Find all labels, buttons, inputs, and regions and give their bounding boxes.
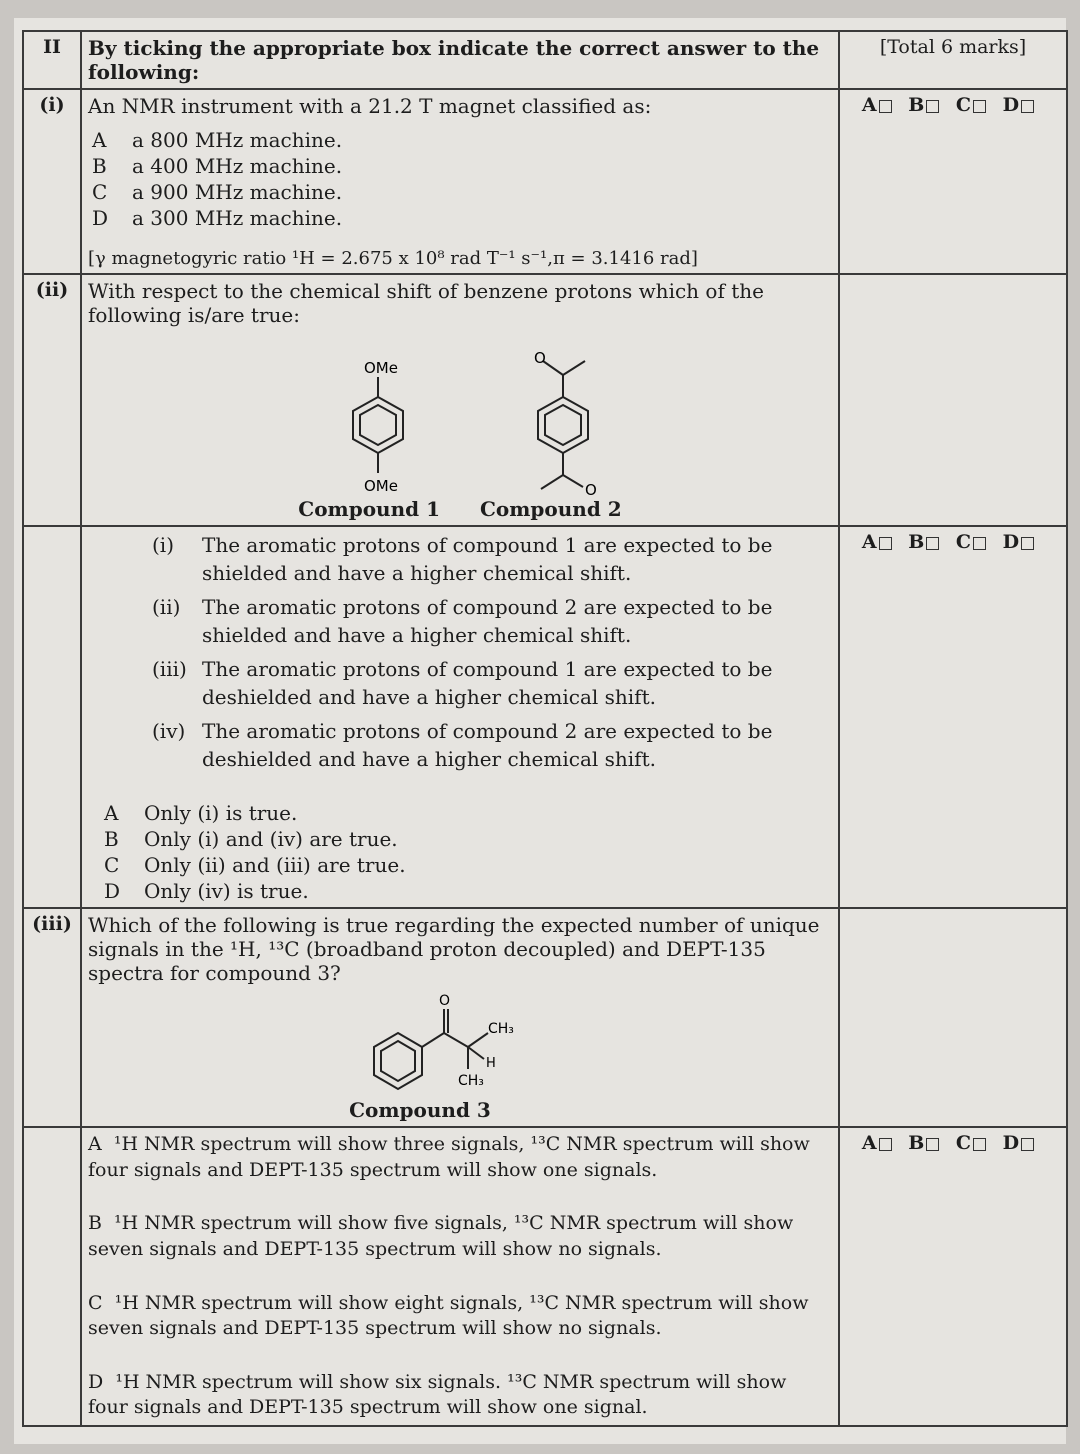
q3-header xyxy=(81,908,839,1127)
q3-answer-boxes xyxy=(839,1127,1067,1426)
q1-box-b-label: B xyxy=(908,94,925,116)
q2-checkbox-b[interactable] xyxy=(926,537,939,550)
section-instruction: By ticking the appropriate box indicate the correct answer to the following: xyxy=(81,31,839,89)
q2-opt-b-text: Only (i) and (iv) are true. xyxy=(144,827,398,851)
exam-table xyxy=(22,30,1068,1427)
q1-opt-c-letter: C xyxy=(92,180,108,204)
q2-box-b-label: B xyxy=(908,531,925,553)
q2-opt-a-text: Only (i) is true. xyxy=(144,801,298,825)
q1-box-d-label: D xyxy=(1002,94,1020,116)
q2-opt-a-letter: A xyxy=(104,801,119,825)
q2-options xyxy=(104,801,832,903)
q1-opt-a-text: a 800 MHz machine. xyxy=(132,128,343,152)
q2-stmt-4-num: (iv) xyxy=(152,719,186,743)
compound3-ch3-bottom: CH₃ xyxy=(458,1073,484,1089)
q1-opt-c-text: a 900 MHz machine. xyxy=(132,180,343,204)
q3-box-c-label: C xyxy=(955,1132,972,1154)
compound3-ch3-top: CH₃ xyxy=(488,1021,514,1037)
compound1-bottom-group: OMe xyxy=(364,477,398,495)
compound2-top-oxygen: O xyxy=(534,349,546,367)
q1-opt-b-text: a 400 MHz machine. xyxy=(132,154,343,178)
compound3-label: Compound 3 xyxy=(349,1098,491,1122)
q1-note: [γ magnetogyric ratio ¹H = 2.675 x 10⁸ rad T⁻¹ s⁻¹,π = 3.1416 rad] xyxy=(88,248,698,269)
q1-question: An NMR instrument with a 21.2 T magnet classified as: xyxy=(88,94,652,118)
q2-opt-d-text: Only (iv) is true. xyxy=(144,879,309,903)
q2-box-d-label: D xyxy=(1002,531,1020,553)
q3-checkbox-d[interactable] xyxy=(1021,1138,1034,1151)
q2-stmt-2-num: (ii) xyxy=(152,595,181,619)
q2-opt-b-letter: B xyxy=(104,827,119,851)
q2-stmt-3-text: The aromatic protons of compound 1 are expected to be deshielded and have a higher chemical shift. xyxy=(202,657,773,709)
q2-box-c-label: C xyxy=(955,531,972,553)
q1-checkbox-d[interactable] xyxy=(1021,100,1034,113)
q2-opt-c-text: Only (ii) and (iii) are true. xyxy=(144,853,406,877)
compound2-label: Compound 2 xyxy=(480,497,622,521)
q1-answer-boxes xyxy=(839,89,1067,274)
compound3-oxygen: O xyxy=(439,993,451,1009)
q2-statements xyxy=(81,526,839,908)
q2-checkbox-d[interactable] xyxy=(1021,537,1034,550)
q3-opt-b-text: ¹H NMR spectrum will show five signals, ¹³C NMR spectrum will show seven signals and DEPT-135 spectrum will show no signals. xyxy=(88,1212,794,1260)
q2-question: With respect to the chemical shift of benzene protons which of the following is/are true: xyxy=(88,279,764,327)
q3-options-num-cell xyxy=(23,1127,81,1426)
q1-body xyxy=(81,89,839,274)
q3-opt-c-letter: C xyxy=(88,1291,103,1314)
q2-opt-c-letter: C xyxy=(104,853,120,877)
compound2-structure xyxy=(538,361,588,489)
q2-header xyxy=(81,274,839,526)
compound1-top-group: OMe xyxy=(364,359,398,377)
q3-question: Which of the following is true regarding the expected number of unique signals in the ¹H, ¹³C (broadband proton decoupled) and DEPT-135 spectra for compound 3? xyxy=(88,913,820,985)
q3-box-d-label: D xyxy=(1002,1132,1020,1154)
q2-compound-labels xyxy=(88,497,832,521)
exam-sheet xyxy=(14,18,1066,1444)
compound2-bottom-oxygen: O xyxy=(585,481,597,497)
q3-checkbox-c[interactable] xyxy=(973,1138,986,1151)
q3-options xyxy=(81,1127,839,1426)
q1-opt-b-letter: B xyxy=(92,154,107,178)
total-marks: [Total 6 marks] xyxy=(839,31,1067,89)
q2-answer-boxes xyxy=(839,526,1067,908)
q2-stmt-1-text: The aromatic protons of compound 1 are expected to be shielded and have a higher chemical shift. xyxy=(202,533,773,585)
q2-opt-d-letter: D xyxy=(104,879,121,903)
q3-checkbox-b[interactable] xyxy=(926,1138,939,1151)
q3-opt-d-letter: D xyxy=(88,1370,104,1393)
q2-stmt-2-text: The aromatic protons of compound 2 are expected to be shielded and have a higher chemical shift. xyxy=(202,595,773,647)
q3-opt-a-text: ¹H NMR spectrum will show three signals, ¹³C NMR spectrum will show four signals and DEPT-135 spectrum will show one signals. xyxy=(88,1133,810,1181)
compound3-hydrogen: H xyxy=(486,1056,496,1071)
q1-checkbox-b[interactable] xyxy=(926,100,939,113)
q3-opt-a-letter: A xyxy=(88,1133,102,1155)
q1-opt-a-letter: A xyxy=(92,128,107,152)
q1-checkbox-c[interactable] xyxy=(973,100,986,113)
q2-stmt-3-num: (iii) xyxy=(152,657,187,681)
q2-statement-list xyxy=(128,531,832,773)
q2-structures xyxy=(88,327,832,497)
q2-stmt-1-num: (i) xyxy=(152,533,175,557)
q2-box-a-label: A xyxy=(861,531,877,553)
q1-checkbox-a[interactable] xyxy=(879,100,892,113)
q3-box-b-label: B xyxy=(908,1132,925,1154)
q3-opt-c-text: ¹H NMR spectrum will show eight signals, ¹³C NMR spectrum will show seven signals and DEPT-135 spectrum will show no signals. xyxy=(88,1291,809,1340)
q3-header-answer-cell xyxy=(839,908,1067,1127)
q2-checkbox-c[interactable] xyxy=(973,537,986,550)
q2-number: (ii) xyxy=(23,274,81,526)
q1-box-a-label: A xyxy=(861,94,877,116)
q3-opt-b-letter: B xyxy=(88,1212,102,1235)
q3-checkbox-a[interactable] xyxy=(879,1138,892,1151)
q1-opt-d-text: a 300 MHz machine. xyxy=(132,206,343,230)
q3-box-a-label: A xyxy=(861,1132,877,1154)
compound-structures-svg xyxy=(88,327,828,497)
q1-number: (i) xyxy=(23,89,81,274)
q2-header-answer-cell xyxy=(839,274,1067,526)
compound1-label: Compound 1 xyxy=(298,497,440,521)
q1-opt-d-letter: D xyxy=(92,206,109,230)
q2-checkbox-a[interactable] xyxy=(879,537,892,550)
compound3-structure-svg xyxy=(88,985,828,1093)
section-number: II xyxy=(23,31,81,89)
compound1-structure xyxy=(353,377,403,473)
q3-number: (iii) xyxy=(23,908,81,1127)
q3-opt-d-text: ¹H NMR spectrum will show six signals. ¹³C NMR spectrum will show four signals and DEPT-135 spectrum will show one signal. xyxy=(88,1370,787,1419)
q2-stmt-4-text: The aromatic protons of compound 2 are expected to be deshielded and have a higher chemical shift. xyxy=(202,719,773,771)
q2-statements-num-cell xyxy=(23,526,81,908)
q1-box-c-label: C xyxy=(955,94,972,116)
q1-options xyxy=(92,128,832,230)
